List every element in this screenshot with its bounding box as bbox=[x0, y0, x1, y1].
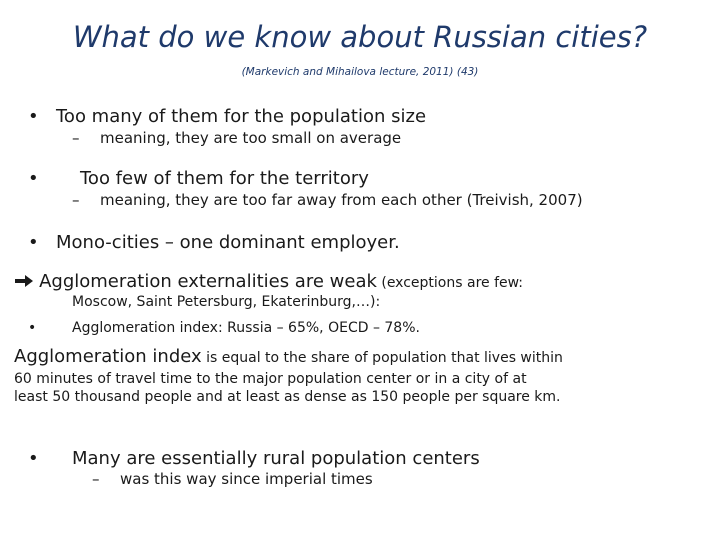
definition-term: Agglomeration index bbox=[14, 346, 202, 367]
arrow-point bbox=[14, 271, 523, 292]
sub-bullet-item bbox=[72, 191, 583, 209]
bullet-marker: • bbox=[28, 448, 39, 469]
bullet-marker: • bbox=[28, 168, 39, 189]
bullet-text: Many are essentially rural population centers bbox=[72, 448, 480, 469]
dash-marker: – bbox=[72, 191, 80, 209]
definition bbox=[14, 346, 563, 367]
bullet-marker: • bbox=[28, 106, 39, 127]
dash-marker: – bbox=[92, 470, 100, 488]
bullet-marker: • bbox=[28, 320, 37, 336]
bullet-item bbox=[28, 168, 369, 189]
sub-bullet-item bbox=[92, 470, 373, 488]
small-bullet-text: Agglomeration index: Russia – 65%, OECD – 78%. bbox=[72, 320, 420, 336]
sub-bullet-text: was this way since imperial times bbox=[120, 470, 373, 488]
arrow-point-paren: (exceptions are few: bbox=[376, 275, 524, 291]
bullet-item bbox=[28, 448, 480, 469]
sub-bullet-item bbox=[72, 129, 401, 147]
small-bullet-item bbox=[28, 320, 420, 336]
definition-line2: 60 minutes of travel time to the major population center or in a city of at bbox=[14, 371, 527, 387]
bullet-text: Mono-cities – one dominant employer. bbox=[56, 232, 400, 253]
bullet-marker: • bbox=[28, 232, 39, 253]
bullet-text: Too many of them for the population size bbox=[56, 106, 427, 127]
arrow-point-main: Agglomeration externalities are weak bbox=[39, 271, 377, 292]
slide-title: What do we know about Russian cities? bbox=[72, 20, 648, 54]
bullet-text: Too few of them for the territory bbox=[80, 168, 369, 189]
definition-line3: least 50 thousand people and at least as dense as 150 people per square km. bbox=[14, 389, 561, 405]
arrow-point-continuation: Moscow, Saint Petersburg, Ekaterinburg,…): bbox=[72, 294, 381, 310]
dash-marker: – bbox=[72, 129, 80, 147]
slide-subtitle: (Markevich and Mihailova lecture, 2011) (43) bbox=[241, 66, 479, 78]
right-arrow-icon bbox=[14, 272, 39, 291]
sub-bullet-text: meaning, they are too far away from each other (Treivish, 2007) bbox=[100, 191, 583, 209]
bullet-item bbox=[28, 106, 426, 127]
definition-line1: is equal to the share of population that lives within bbox=[201, 350, 563, 366]
sub-bullet-text: meaning, they are too small on average bbox=[100, 129, 402, 147]
bullet-item bbox=[28, 232, 400, 253]
